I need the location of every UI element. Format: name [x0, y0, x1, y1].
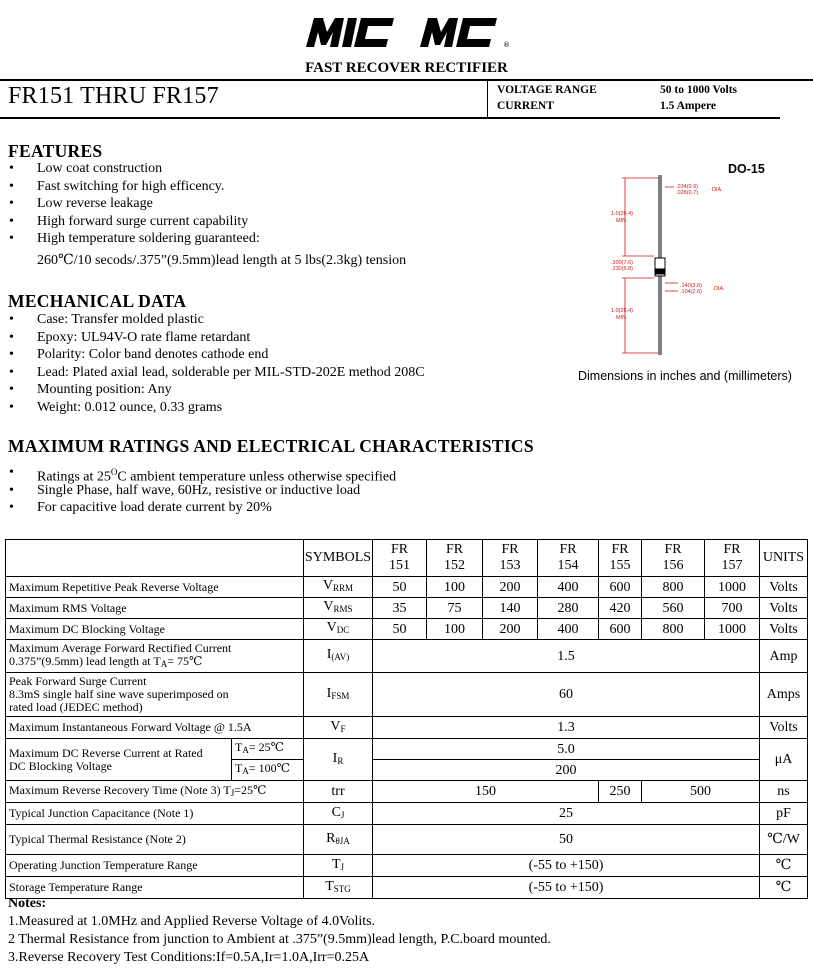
list-item: • Single Phase, half wave, 60Hz, resistive or inductive load	[9, 482, 361, 498]
dim-body-length: .300(7.6)	[611, 260, 634, 266]
list-item: • Fast switching for high efficency.	[9, 178, 225, 194]
features-list	[0, 160, 260, 248]
list-item: • Case: Transfer molded plastic	[9, 312, 204, 327]
features-heading: FEATURES	[8, 141, 103, 161]
list-item: • Mounting position: Any	[9, 382, 172, 398]
title-rule	[0, 79, 813, 81]
part-header: FR 152	[427, 540, 483, 577]
table-row: Operating Junction Temperature Range $T_J$ (-55 to +150) ℃	[6, 855, 808, 877]
part-range: FR151 THRU FR157	[8, 83, 219, 109]
header-rule	[0, 117, 780, 119]
symbols-header: SYMBOLS	[304, 540, 373, 577]
list-item: • Low coat construction	[9, 161, 163, 176]
part-header: FR 154	[538, 540, 599, 577]
part-header: FR 151	[373, 540, 427, 577]
dim-lead-dia-2: .028(0.7)	[676, 190, 699, 196]
voltage-range-value: 50 to 1000 Volts	[660, 84, 737, 96]
svg-text:®: ®	[503, 41, 510, 49]
units-header: UNITS	[760, 540, 808, 577]
ratings-list	[0, 464, 396, 517]
table-row: Maximum Instantaneous Forward Voltage @ 1.5A $V_F$ 1.3 Volts	[6, 717, 808, 739]
ratings-table	[5, 539, 808, 899]
dim-lead-dia: .034(0.9)	[676, 184, 699, 190]
ratings-heading: MAXIMUM RATINGS AND ELECTRICAL CHARACTERISTICS	[8, 436, 534, 456]
dim-body-length-2: .230(5.8)	[611, 266, 634, 272]
package-outline-drawing	[608, 170, 758, 360]
table-header-row	[6, 540, 808, 577]
document-title: FAST RECOVER RECTIFIER	[305, 60, 508, 76]
part-header: FR 155	[599, 540, 642, 577]
mechanical-heading: MECHANICAL DATA	[8, 291, 187, 311]
list-item: • Low reverse leakage	[9, 196, 153, 212]
list-item: • For capacitive load derate current by 20%	[9, 500, 272, 516]
voltage-range-label: VOLTAGE RANGE	[497, 84, 597, 96]
list-item: • Epoxy: UL94V-O rate flame retardant	[9, 329, 251, 345]
dim-min: MIN.	[616, 218, 628, 224]
dim-lead-length: 1.0(25.4)	[611, 211, 634, 217]
table-row: $T_A=$ 100℃ 200	[6, 760, 808, 781]
dim-body-dia-label: DIA.	[714, 286, 725, 292]
feature-continuation: 260℃/10 secods/.375”(9.5mm)lead length at 5 lbs(2.3kg) tension	[37, 253, 407, 268]
table-row: Maximum DC Blocking Voltage $V_{DC}$ 50 100 200 400 600 800 1000 Volts	[6, 619, 808, 640]
dimensions-caption: Dimensions in inches and (millimeters)	[578, 369, 792, 383]
spec-divider	[487, 79, 488, 117]
company-logo	[304, 12, 509, 50]
list-item: • Polarity: Color band denotes cathode end	[9, 347, 269, 363]
part-header: FR 153	[483, 540, 538, 577]
table-row: Typical Thermal Resistance (Note 2) $R_{\theta JA}$ 50 ℃/W	[6, 825, 808, 855]
table-row: Typical Junction Capacitance (Note 1) $C_J$ 25 pF	[6, 803, 808, 825]
table-row: Maximum Average Forward Rectified Current 0.375”(9.5mm) lead length at $T_A=$ 75℃ $I_{(AV)}$ 1.5 Amp	[6, 640, 808, 673]
dim-min-2: MIN.	[616, 315, 628, 321]
table-row: Maximum Repetitive Peak Reverse Voltage $V_{RRM}$ 50 100 200 400 600 800 1000 Volts	[6, 577, 808, 598]
list-item: • High forward surge current capability	[9, 213, 249, 229]
list-item: • Ratings at $25^OC$ ambient temperature unless otherwise specified	[9, 465, 397, 485]
note-item: 3.Reverse Recovery Test Conditions:If=0.5A,Ir=1.0A,Irr=0.25A	[8, 950, 370, 965]
package-name: DO-15	[728, 162, 765, 176]
dim-body-dia: .140(3.6)	[680, 283, 703, 289]
list-item: • Weight: 0.012 ounce, 0.33 grams	[9, 399, 223, 415]
table-row: Storage Temperature Range $T_{STG}$ (-55 to +150) ℃	[6, 877, 808, 899]
part-header: FR 156	[642, 540, 705, 577]
current-value: 1.5 Ampere	[660, 100, 717, 112]
dim-body-dia-2: .104(2.6)	[680, 289, 703, 295]
note-item: 2 Thermal Resistance from junction to Ambient at .375”(9.5mm)lead length, P.C.board mounted.	[8, 932, 551, 947]
svg-text:MIC MC: MIC MC	[304, 12, 308, 13]
mechanical-list	[0, 311, 425, 417]
table-row: Maximum RMS Voltage $V_{RMS}$ 35 75 140 280 420 560 700 Volts	[6, 598, 808, 619]
table-row: Maximum DC Reverse Current at Rated DC Blocking Voltage $T_A=$ 25℃ $I_R$ 5.0 μA	[6, 739, 808, 760]
dim-dia-label: DIA.	[712, 187, 723, 193]
current-label: CURRENT	[497, 100, 554, 112]
table-row: Maximum Reverse Recovery Time (Note 3) $T_J=25℃$ trr 150 250 500 ns	[6, 781, 808, 803]
part-header: FR 157	[705, 540, 760, 577]
notes-heading: Notes:	[8, 896, 47, 911]
dim-lead-length-2: 1.0(25.4)	[611, 308, 634, 314]
list-item: • Lead: Plated axial lead, solderable per MIL-STD-202E method 208C	[9, 364, 425, 380]
list-item: • High temperature soldering guaranteed:	[9, 231, 260, 247]
table-row: Peak Forward Surge Current 8.3mS single half sine wave superimposed on rated load (JEDEC method) $I_{FSM}$ 60 Amps	[6, 673, 808, 717]
note-item: 1.Measured at 1.0MHz and Applied Reverse Voltage of 4.0Volits.	[8, 914, 376, 929]
